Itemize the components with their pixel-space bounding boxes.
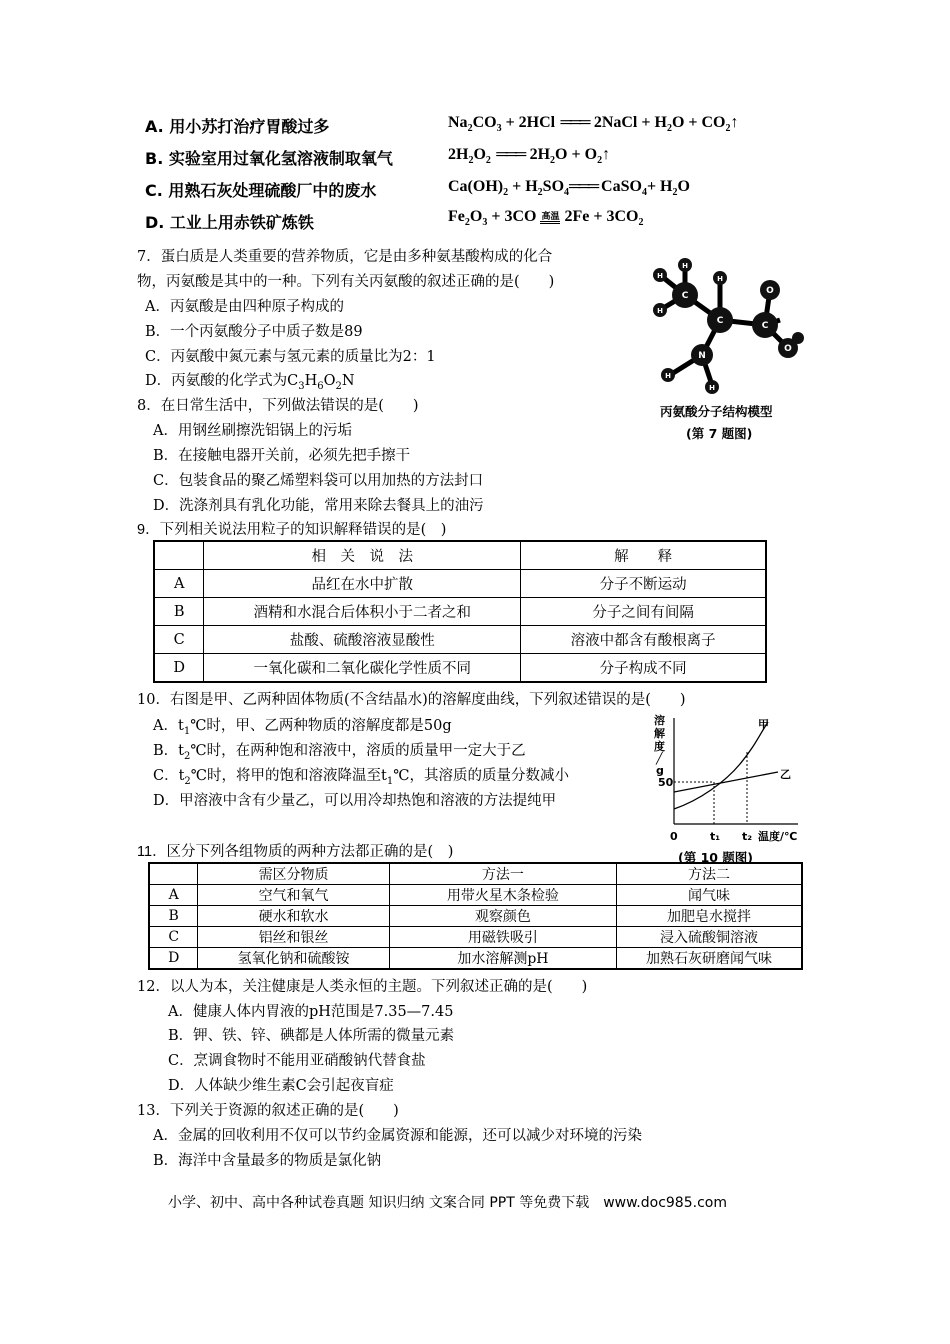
q13-option-b: B．海洋中含量最多的物质是氯化钠 xyxy=(153,1153,382,1169)
q10-option-a: A．$t_1℃$时，甲、乙两种物质的溶解度都是50g xyxy=(153,718,452,737)
table-row: B 酒精和水混合后体积小于二者之和 分子之间有间隔 xyxy=(154,598,766,626)
q6-equation-b: $2H_2O_2$ ═══ $2H_2O$ + $O_2↑$ xyxy=(448,146,611,167)
table-row: C 盐酸、硫酸溶液显酸性 溶液中都含有酸根离子 xyxy=(154,626,766,654)
svg-text:H: H xyxy=(709,384,715,392)
q13-option-a: A．金属的回收利用不仅可以节约金属资源和能源，还可以减少对环境的污染 xyxy=(153,1128,642,1144)
table-row: C 铝丝和银丝 用磁铁吸引 浸入硫酸铜溶液 xyxy=(149,927,802,948)
solubility-curve-figure xyxy=(650,712,810,864)
q10-option-b: B．$t_2℃$时，在两种饱和溶液中，溶质的质量甲一定大于乙 xyxy=(153,743,526,762)
q10-option-c: C．$t_2℃$时，将甲的饱和溶液降温至$t_1℃$，其溶质的质量分数减小 xyxy=(153,768,569,787)
svg-text:N: N xyxy=(698,351,706,361)
q9-table xyxy=(153,540,767,683)
q6-option-d: D. 工业上用赤铁矿炼铁 xyxy=(145,213,314,232)
q6-option-b: B. 实验室用过氧化氢溶液制取氧气 xyxy=(145,149,393,168)
svg-text:解: 解 xyxy=(654,727,665,740)
q8-option-d: D．洗涤剂具有乳化功能，常用来除去餐具上的油污 xyxy=(153,498,484,514)
q10-figure-caption: (第 10 题图) xyxy=(678,850,754,865)
svg-text:C: C xyxy=(681,291,689,301)
q13-stem: 13．下列关于资源的叙述正确的是( ) xyxy=(137,1103,399,1119)
q12-option-b: B．钾、铁、锌、碘都是人体所需的微量元素 xyxy=(168,1028,455,1044)
q7-stem-line2: 物，丙氨酸是其中的一种。下列有关丙氨酸的叙述正确的是( ) xyxy=(137,274,555,290)
y-axis-label-1: 溶 xyxy=(654,714,665,727)
x-axis-label: 温度/℃ xyxy=(758,830,798,843)
svg-text:H: H xyxy=(682,262,688,270)
svg-text:g: g xyxy=(656,764,664,777)
q7-stem-line1: 7．蛋白质是人类重要的营养物质，它是由多种氨基酸构成的化合 xyxy=(137,249,553,265)
q12-option-c: C．烹调食物时不能用亚硝酸钠代替食盐 xyxy=(168,1053,426,1069)
q12-option-a: A．健康人体内胃液的pH范围是7.35—7.45 xyxy=(168,1004,454,1020)
q10-option-d: D．甲溶液中含有少量乙，可以用冷却热饱和溶液的方法提纯甲 xyxy=(153,793,557,809)
table-row: A 品红在水中扩散 分子不断运动 xyxy=(154,570,766,598)
q12-option-d: D．人体缺少维生素C会引起夜盲症 xyxy=(168,1078,394,1094)
svg-text:度: 度 xyxy=(654,740,665,753)
series-label-yi: 乙 xyxy=(780,768,791,781)
table-row: A 空气和氧气 用带火星木条检验 闻气味 xyxy=(149,885,802,906)
table-header-row: 相 关 说 法 解 释 xyxy=(154,541,766,570)
q7-option-d: D．丙氨酸的化学式为$C_3H_6O_2N$ xyxy=(145,373,355,392)
q7-option-b: B．一个丙氨酸分子中质子数是89 xyxy=(145,324,363,340)
curve-yi xyxy=(674,772,778,792)
x-tick-t1: t₁ xyxy=(710,830,721,843)
q6-option-a: A. 用小苏打治疗胃酸过多 xyxy=(145,117,330,136)
q11-table xyxy=(148,862,803,970)
table-row: D 氢氧化钠和硫酸铵 加水溶解测pH 加熟石灰研磨闻气味 xyxy=(149,948,802,970)
q11-stem: 11．区分下列各组物质的两种方法都正确的是( ) xyxy=(137,844,454,860)
footer-download-note: 小学、初中、高中各种试卷真题 知识归纳 文案合同 PPT 等免费下载 www.doc985.com xyxy=(168,1195,727,1211)
curve-jia xyxy=(674,722,768,809)
svg-text:H: H xyxy=(657,307,663,315)
svg-text:H: H xyxy=(657,272,663,280)
svg-text:C: C xyxy=(716,316,724,326)
svg-text:H: H xyxy=(665,372,671,380)
q9-stem: 9．下列相关说法用粒子的知识解释错误的是( ) xyxy=(137,522,447,538)
q8-option-a: A．用钢丝刷擦洗铝锅上的污垢 xyxy=(153,423,352,439)
svg-text:O: O xyxy=(766,286,774,296)
q7-figure-number: (第 7 题图) xyxy=(686,426,753,441)
table-row: B 硬水和软水 观察颜色 加肥皂水搅拌 xyxy=(149,906,802,927)
series-label-jia: 甲 xyxy=(758,718,769,731)
svg-text:H: H xyxy=(717,275,723,283)
q7-figure-caption: 丙氨酸分子结构模型 xyxy=(660,404,773,419)
origin-label: 0 xyxy=(670,830,678,843)
table-row: D 一氧化碳和二氧化碳化学性质不同 分子构成不同 xyxy=(154,654,766,683)
x-tick-t2: t₂ xyxy=(742,830,753,843)
q7-option-c: C．丙氨酸中氮元素与氢元素的质量比为2：1 xyxy=(145,349,436,365)
q8-option-b: B．在接触电器开关前，必须先把手擦干 xyxy=(153,448,411,464)
alanine-molecule-figure xyxy=(640,250,810,410)
q7-option-a: A．丙氨酸是由四种原子构成的 xyxy=(145,299,344,315)
q8-stem: 8．在日常生活中，下列做法错误的是( ) xyxy=(137,398,419,414)
q6-option-c: C. 用熟石灰处理硫酸厂中的废水 xyxy=(145,181,377,200)
q12-stem: 12．以人为本，关注健康是人类永恒的主题。下列叙述正确的是( ) xyxy=(137,979,588,995)
q6-equation-d: $Fe_2O_3 + 3CO$ 高温 $2Fe + 3CO_2$ xyxy=(448,208,644,229)
q10-stem: 10．右图是甲、乙两种固体物质(不含结晶水)的溶解度曲线，下列叙述错误的是( ) xyxy=(137,692,686,708)
table-header-row: 需区分物质 方法一 方法二 xyxy=(149,863,802,885)
q6-equation-a: $Na_2CO_3 + 2HCl$ ═══ 2NaCl + $H_2O$ + $CO_2↑$ xyxy=(448,114,739,135)
q6-equation-c: $Ca(OH)_2$ + $H_2SO_4═══$ CaSO$_4$+ $H_2O$ xyxy=(448,178,690,199)
svg-text:C: C xyxy=(761,321,769,331)
y-tick-50: 50 xyxy=(658,776,674,789)
svg-text:╱: ╱ xyxy=(656,752,663,765)
svg-text:O: O xyxy=(784,344,792,354)
q8-option-c: C．包装食品的聚乙烯塑料袋可以用加热的方法封口 xyxy=(153,473,484,489)
